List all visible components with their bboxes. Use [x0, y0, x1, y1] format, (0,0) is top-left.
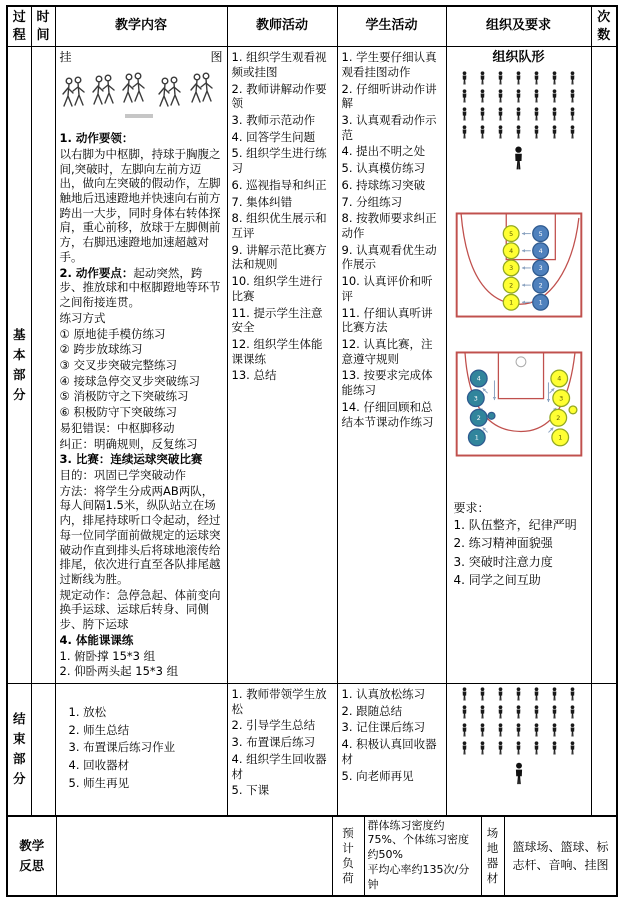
content-line: 易犯错误：中枢脚移动	[59, 420, 175, 435]
vtext-line: 本	[12, 347, 26, 363]
content-line: 练习方式	[59, 310, 106, 325]
ending-formation-grid	[456, 687, 582, 755]
student-icon	[460, 705, 469, 719]
vtext-line: 部	[12, 751, 26, 767]
basic-student-activities	[337, 47, 446, 684]
ending-content-cell	[55, 684, 227, 816]
vtext-line: 材	[486, 870, 499, 885]
svg-text:4: 4	[538, 246, 543, 255]
vtext-line: 程	[12, 27, 26, 43]
lesson-plan-page	[6, 0, 623, 901]
list-item: 11. 提示学生注意安全	[231, 305, 323, 335]
vtext-line: 结	[12, 711, 26, 727]
student-icon	[460, 125, 469, 139]
content-line: 纠正：明确规则，反复练习	[59, 436, 198, 451]
svg-text:2: 2	[538, 281, 543, 290]
basic-part-row	[7, 47, 617, 684]
student-icon	[496, 125, 505, 139]
list-item: 3. 布置课后练习作业	[68, 740, 176, 755]
student-icon	[550, 89, 559, 103]
content-line: 1. 动作要领：	[59, 131, 134, 146]
svg-text:3: 3	[558, 394, 563, 403]
svg-text:5: 5	[538, 229, 543, 238]
list-item: 5. 师生再见	[68, 775, 130, 790]
col-header-count	[591, 6, 617, 47]
list-item: 2. 练习精神面貌强	[453, 536, 553, 551]
student-activity-list	[342, 50, 442, 429]
vtext-line: 负	[342, 855, 354, 870]
text-line: 平均心率约135次/分钟	[367, 863, 470, 891]
list-item: 7. 集体纠错	[231, 194, 293, 209]
student-icon	[532, 723, 541, 737]
content-line: ② 跨步放球练习	[59, 342, 143, 357]
student-icon	[496, 89, 505, 103]
list-item: 1. 认真放松练习	[341, 687, 426, 702]
teacher-icon	[511, 146, 526, 170]
vtext-line: 次	[597, 10, 611, 25]
list-item: 3. 教师示范动作	[231, 112, 316, 127]
svg-text:4: 4	[556, 374, 561, 383]
student-icon	[514, 71, 523, 85]
requirements-title: 要求：	[453, 500, 490, 515]
student-icon	[550, 741, 559, 755]
vtext-line: 地	[486, 840, 499, 855]
content-line: 以右脚为中枢脚，持球于胸腹之间,突破时，左脚向左前方迈出，做向左突破的假动作，左脚触地后迅速蹬地并快速向右前方跨出一大步，同时身体右转体探肩，重心前移，放球于左脚侧前方，右脚迅速蹬地加速超越对手。	[59, 146, 221, 264]
ending-teacher-activities	[227, 684, 337, 816]
list-item: 5. 下课	[231, 783, 270, 798]
vtext-line: 分	[12, 387, 26, 403]
vtext-line: 过	[12, 10, 26, 25]
content-line: ⑤ 消极防守之下突破练习	[59, 389, 189, 404]
student-icon	[550, 705, 559, 719]
vtext-line: 计	[342, 840, 354, 855]
list-item: 1. 组织学生观看视频或挂图	[231, 50, 327, 79]
student-icon	[496, 741, 505, 755]
svg-text:2: 2	[508, 281, 513, 290]
basic-count-cell	[591, 47, 617, 684]
list-item: 5. 认真模仿练习	[341, 161, 426, 176]
student-icon	[532, 741, 541, 755]
list-item: 4. 同学之间互助	[453, 573, 541, 588]
student-icon	[550, 723, 559, 737]
vtext-line: 荷	[342, 870, 354, 885]
student-formation-grid	[456, 71, 582, 139]
student-icon	[478, 71, 487, 85]
list-item: 2. 教师讲解动作要领	[231, 81, 327, 111]
col-header-teacher-activity: 教师活动	[227, 6, 337, 47]
ending-content-list	[60, 705, 223, 791]
basic-organization-cell	[446, 47, 591, 684]
list-item: 4. 组织学生回收器材	[231, 751, 327, 781]
list-item: 2. 师生总结	[68, 722, 130, 737]
drill-court-diagram-1	[455, 212, 583, 318]
players-illustration	[60, 66, 223, 128]
list-item: 1. 教师带领学生放松	[231, 687, 327, 716]
content-line: 3. 比赛：连续运球突破比赛	[59, 452, 203, 467]
col-header-time	[31, 6, 55, 47]
list-item: 8. 组织优生展示和互评	[231, 211, 327, 240]
col-header-content: 教学内容	[55, 6, 227, 47]
student-icon	[532, 71, 541, 85]
list-item: 6. 巡视指导和纠正	[231, 177, 327, 192]
student-icon	[478, 89, 487, 103]
load-label	[332, 816, 364, 896]
basketball-court	[455, 212, 583, 318]
vtext-line: 部	[12, 367, 26, 383]
reflection-label	[7, 816, 56, 896]
student-icon	[568, 741, 577, 755]
svg-text:1: 1	[474, 433, 479, 442]
list-item: 5. 组织学生进行练习	[231, 146, 327, 176]
student-icon	[514, 107, 523, 121]
svg-text:4: 4	[476, 374, 481, 383]
chart-word-left: 挂	[59, 50, 72, 65]
list-item: 9. 认真观看优生动作展示	[341, 242, 437, 272]
student-icon	[478, 687, 487, 701]
content-line: ④ 接球急停交叉步突破练习	[59, 373, 200, 388]
list-item: 10. 组织学生进行比赛	[231, 274, 323, 303]
list-item: 3. 突破时注意力度	[453, 554, 553, 569]
list-item: 9. 讲解示范比赛方法和规则	[231, 242, 327, 272]
list-item: 4. 回收器材	[68, 758, 130, 773]
student-icon	[478, 107, 487, 121]
list-item: 5. 向老师再见	[341, 768, 414, 783]
student-icon	[532, 125, 541, 139]
vtext-line: 分	[12, 771, 26, 787]
list-item: 4. 提出不明之处	[341, 144, 426, 159]
list-item: 8. 按教师要求纠正动作	[341, 211, 437, 240]
list-item: 3. 认真观看动作示范	[341, 112, 437, 142]
ending-organization-cell	[446, 684, 591, 816]
content-line: 4. 体能课课练	[59, 632, 134, 647]
svg-text:1: 1	[508, 298, 513, 307]
ending-count-cell	[591, 684, 617, 816]
vtext-line: 基	[12, 327, 26, 343]
student-icon	[478, 125, 487, 139]
load-lines	[368, 819, 478, 893]
basketball-court	[455, 351, 583, 457]
list-item: 2. 引导学生总结	[231, 718, 316, 733]
student-icon	[568, 125, 577, 139]
text-line: 群体练习密度约75%、个体练习密度约50%	[367, 818, 469, 862]
basic-content-cell	[55, 47, 227, 684]
student-icon	[568, 71, 577, 85]
student-icon	[478, 705, 487, 719]
svg-text:3: 3	[508, 263, 513, 272]
student-icon	[460, 687, 469, 701]
list-item: 4. 积极认真回收器材	[341, 737, 437, 766]
student-icon	[478, 723, 487, 737]
equipment-text: 篮球场、篮球、标志杆、音响、挂图	[504, 816, 617, 896]
student-icon	[460, 723, 469, 737]
header-row	[7, 6, 617, 47]
chart-caption-line	[60, 50, 223, 65]
student-icon	[496, 71, 505, 85]
student-icon	[514, 125, 523, 139]
student-icon	[550, 687, 559, 701]
list-item: 4. 回答学生问题	[231, 129, 316, 144]
student-icon	[568, 687, 577, 701]
load-text-cell	[364, 816, 481, 896]
teacher-activity-list	[232, 50, 333, 383]
svg-text:3: 3	[538, 263, 543, 272]
student-icon	[532, 705, 541, 719]
content-line: 1. 俯卧撑 15*3 组	[59, 648, 156, 663]
reflection-content-cell	[56, 816, 332, 896]
lesson-plan-table	[6, 5, 618, 817]
list-item: 11. 仔细认真听讲比赛方法	[341, 305, 433, 335]
svg-text:2: 2	[555, 413, 560, 422]
student-icon	[514, 741, 523, 755]
student-icon	[532, 687, 541, 701]
chart-word-right: 图	[210, 50, 223, 65]
svg-text:4: 4	[508, 246, 513, 255]
ending-time-cell	[31, 684, 55, 816]
list-item: 13. 总结	[231, 368, 277, 383]
col-header-process	[7, 6, 31, 47]
svg-text:3: 3	[473, 394, 478, 403]
student-icon	[532, 107, 541, 121]
list-item: 14. 仔细回顾和总结本节课动作练习	[341, 399, 434, 429]
vtext-line: 时	[36, 10, 50, 25]
student-icon	[496, 723, 505, 737]
student-icon	[496, 107, 505, 121]
student-icon	[568, 107, 577, 121]
student-icon	[478, 741, 487, 755]
footer-row-table	[6, 815, 618, 897]
svg-text:2: 2	[476, 413, 481, 422]
student-icon	[514, 687, 523, 701]
student-icon	[568, 723, 577, 737]
list-item: 6. 持球练习突破	[341, 177, 426, 192]
student-icon	[550, 71, 559, 85]
ending-stage-label	[7, 684, 31, 816]
student-icon	[460, 71, 469, 85]
requirements-block	[447, 501, 591, 596]
vtext-line: 间	[36, 27, 50, 43]
content-line: 2. 动作要点：起动突然，跨步、推放球和中枢脚蹬地等环节之间衔接连贯。	[59, 265, 221, 310]
list-item: 7. 分组练习	[341, 194, 403, 209]
student-icon	[496, 705, 505, 719]
list-item: 12. 组织学生体能课课练	[231, 337, 323, 366]
list-item: 1. 放松	[68, 705, 107, 719]
content-line: 规定动作：急停急起、体前变向换手运球、运球后转身、同侧步、胯下运球	[59, 587, 221, 632]
content-text-block	[60, 131, 223, 679]
student-icon	[514, 723, 523, 737]
list-item: 12. 认真比赛，注意遵守规则	[341, 337, 433, 366]
content-line: 目的：巩固已学突破动作	[59, 467, 186, 482]
content-line: 2. 仰卧两头起 15*3 组	[59, 664, 179, 679]
svg-text:1: 1	[557, 433, 562, 442]
list-item: 1. 学生要仔细认真观看挂图动作	[341, 50, 437, 79]
list-item: 1. 队伍整齐，纪律严明	[453, 518, 577, 533]
formation-title: 组织队形	[492, 50, 545, 66]
student-icon	[550, 107, 559, 121]
vtext-line: 场	[486, 825, 499, 840]
vtext-line: 束	[12, 731, 26, 747]
student-icon	[568, 89, 577, 103]
ending-student-activities	[337, 684, 446, 816]
svg-text:1: 1	[538, 298, 543, 307]
ending-teacher-icon	[512, 762, 526, 785]
basic-teacher-activities	[227, 47, 337, 684]
content-line: ③ 交叉步突破完整练习	[59, 357, 177, 372]
list-item: 2. 仔细听讲动作讲解	[341, 81, 437, 111]
list-item: 10. 认真评价和听评	[341, 274, 433, 303]
list-item: 3. 记住课后练习	[341, 720, 426, 735]
student-icon	[532, 89, 541, 103]
content-line: 方法：将学生分成两AB两队，每人间隔1.5米，纵队站立在场内，排尾持球听口令起动，经过每一位同学面前做规定的运球突破动作直到排头后将球地滚传给排尾，依次进行直至各队排尾越过断线为胜。	[59, 483, 221, 587]
student-icon	[496, 687, 505, 701]
vtext-line: 教学	[19, 837, 45, 853]
student-icon	[568, 705, 577, 719]
col-header-student-activity: 学生活动	[337, 6, 446, 47]
content-line: ① 原地徒手模仿练习	[59, 326, 166, 341]
basic-stage-label	[7, 47, 31, 684]
list-item: 2. 跟随总结	[341, 703, 403, 718]
ending-teacher-list	[232, 687, 333, 798]
student-icon	[550, 125, 559, 139]
vtext-line: 反思	[19, 857, 45, 873]
list-item: 13. 按要求完成体能练习	[341, 368, 433, 398]
drill-court-diagram-2	[455, 351, 583, 457]
requirements-list	[454, 518, 586, 588]
student-icon	[514, 705, 523, 719]
basic-time-cell	[31, 47, 55, 684]
student-icon	[460, 107, 469, 121]
student-icon	[460, 741, 469, 755]
vtext-line: 数	[597, 27, 611, 43]
student-icon	[460, 89, 469, 103]
content-line: ⑥ 积极防守下突破练习	[59, 405, 177, 420]
vtext-line: 器	[486, 855, 499, 870]
student-icon	[514, 89, 523, 103]
ending-student-list	[342, 687, 442, 783]
vtext-line: 预	[342, 825, 354, 840]
col-header-organization: 组织及要求	[446, 6, 591, 47]
equipment-label	[481, 816, 504, 896]
ending-part-row	[7, 684, 617, 816]
list-item: 3. 布置课后练习	[231, 735, 316, 750]
svg-text:5: 5	[508, 229, 513, 238]
